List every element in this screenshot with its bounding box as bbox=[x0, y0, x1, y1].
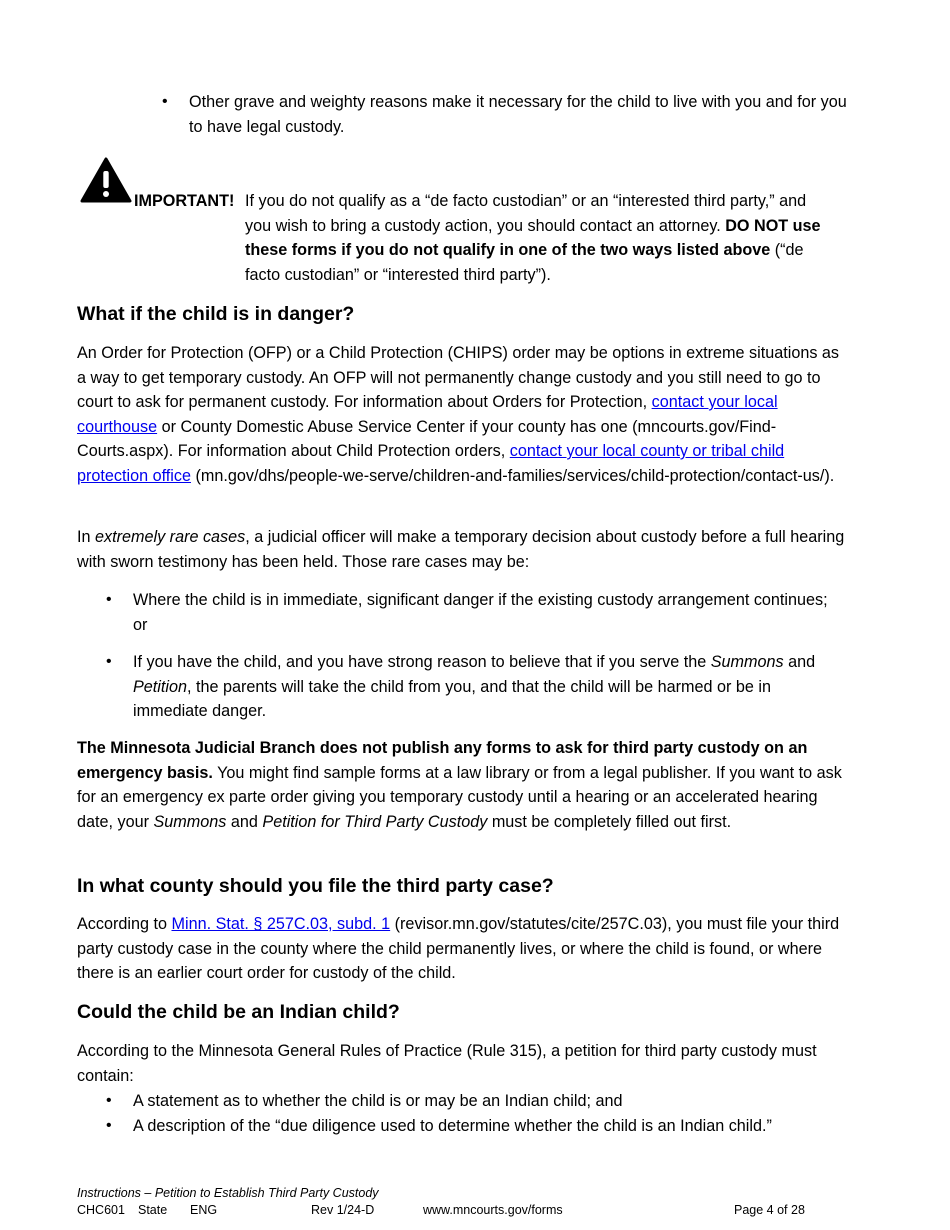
danger-text: (mn.gov/dhs/people-we-serve/children-and-families/services/child-protection/contact-us/). bbox=[195, 466, 835, 485]
emergency-text: and bbox=[230, 812, 258, 831]
section-heading-county: In what county should you file the third party case? bbox=[77, 875, 554, 897]
danger-text: or County Domestic Abuse Service Center if your county has one (mncourts.gov/Find-Courts.aspx). For information about Child Protection orders, bbox=[77, 417, 777, 460]
list-item-text: A statement as to whether the child is or may be an Indian child; and bbox=[133, 1092, 623, 1110]
rare-text: In bbox=[77, 528, 91, 546]
footer-title: Instructions – Petition to Establish Third Party Custody bbox=[77, 1186, 379, 1200]
county-text: (revisor.mn.gov/statutes/cite/257C.03), you must file your third party custody case in the county where the child permanently lives, or where the child is found, or where there is an earlier court order for custody of the child. bbox=[77, 915, 840, 982]
bullet-text: and bbox=[788, 653, 816, 671]
list-item bbox=[133, 650, 843, 724]
bullet-text: , the parents will take the child from you, and that the child will be harmed or be in immediate danger. bbox=[133, 677, 771, 720]
rare-text: , a judicial officer will make a temporary decision about custody before a full hearing with sworn testimony has been held. Those rare cases may be: bbox=[77, 528, 845, 571]
list-item bbox=[133, 1089, 843, 1114]
county-paragraph bbox=[77, 912, 847, 986]
important-label: IMPORTANT! bbox=[134, 192, 235, 210]
statute-link[interactable]: Minn. Stat. § 257C.03, subd. 1 bbox=[171, 915, 391, 933]
important-note bbox=[245, 189, 835, 287]
danger-text: An Order for Protection (OFP) or a Child Protection (CHIPS) order may be options in extreme situations as a way to get temporary custody. An OFP will not permanently change custody and you still need to go to court to ask for permanent custody. For information about Orders for Protection, bbox=[77, 344, 840, 411]
footer-url: www.mncourts.gov/forms bbox=[423, 1203, 563, 1217]
list-item-text: A description of the “due diligence used to determine whether the child is an Indian child.” bbox=[133, 1117, 772, 1135]
bullet-emphasis: Summons bbox=[710, 653, 784, 671]
important-text: If you do not qualify as a “de facto custodian” or an “interested third party,” and you wish to bring a custody action, you should contact an attorney. bbox=[245, 192, 807, 235]
section-heading-indian-child: Could the child be an Indian child? bbox=[77, 1001, 400, 1023]
footer-form-code: CHC601 bbox=[77, 1203, 125, 1217]
indian-paragraph: According to the Minnesota General Rules of Practice (Rule 315), a petition for third party custody must contain: bbox=[77, 1042, 817, 1085]
footer-state: State bbox=[138, 1203, 168, 1217]
footer-revision: Rev 1/24-D bbox=[311, 1203, 375, 1217]
bullet-text: If you have the child, and you have strong reason to believe that if you serve the bbox=[133, 653, 707, 671]
emergency-emphasis: Petition for Third Party Custody bbox=[262, 812, 488, 831]
courthouse-link[interactable]: contact your local courthouse bbox=[77, 393, 778, 436]
county-text: According to bbox=[77, 915, 167, 933]
child-protection-link[interactable]: contact your local county or tribal child protection office bbox=[77, 442, 785, 485]
important-text-end: (“de facto custodian” or “interested third party”). bbox=[245, 241, 804, 284]
rare-emphasis: extremely rare cases bbox=[95, 528, 246, 546]
rare-cases-paragraph bbox=[77, 525, 847, 574]
list-item bbox=[189, 90, 849, 139]
list-item bbox=[133, 588, 843, 637]
list-item-text bbox=[133, 650, 843, 724]
list-item-text: Where the child is in immediate, significant danger if the existing custody arrangement continues; or bbox=[133, 591, 828, 634]
footer-language: ENG bbox=[190, 1203, 218, 1217]
emergency-paragraph bbox=[77, 736, 847, 834]
important-bold: DO NOT use these forms if you do not qualify in one of the two ways listed above bbox=[245, 216, 821, 259]
emergency-bold: The Minnesota Judicial Branch does not publish any forms to ask for third party custody on an emergency basis. bbox=[77, 739, 808, 782]
emergency-emphasis: Summons bbox=[153, 812, 227, 831]
section-heading-danger: What if the child is in danger? bbox=[77, 303, 355, 325]
danger-paragraph bbox=[77, 341, 847, 488]
list-item-text: Other grave and weighty reasons make it necessary for the child to live with you and for you to have legal custody. bbox=[189, 93, 847, 136]
footer-page-number: Page 4 of 28 bbox=[734, 1203, 805, 1217]
list-item bbox=[133, 1114, 843, 1139]
emergency-text: must be completely filled out first. bbox=[491, 812, 732, 831]
bullet-emphasis: Petition bbox=[133, 677, 187, 696]
emergency-text: You might find sample forms at a law library or from a legal publisher. If you want to ask for an emergency ex parte order giving you temporary custody until a hearing or an accelerated hearing date, your bbox=[77, 763, 842, 831]
warning-icon bbox=[80, 157, 132, 203]
